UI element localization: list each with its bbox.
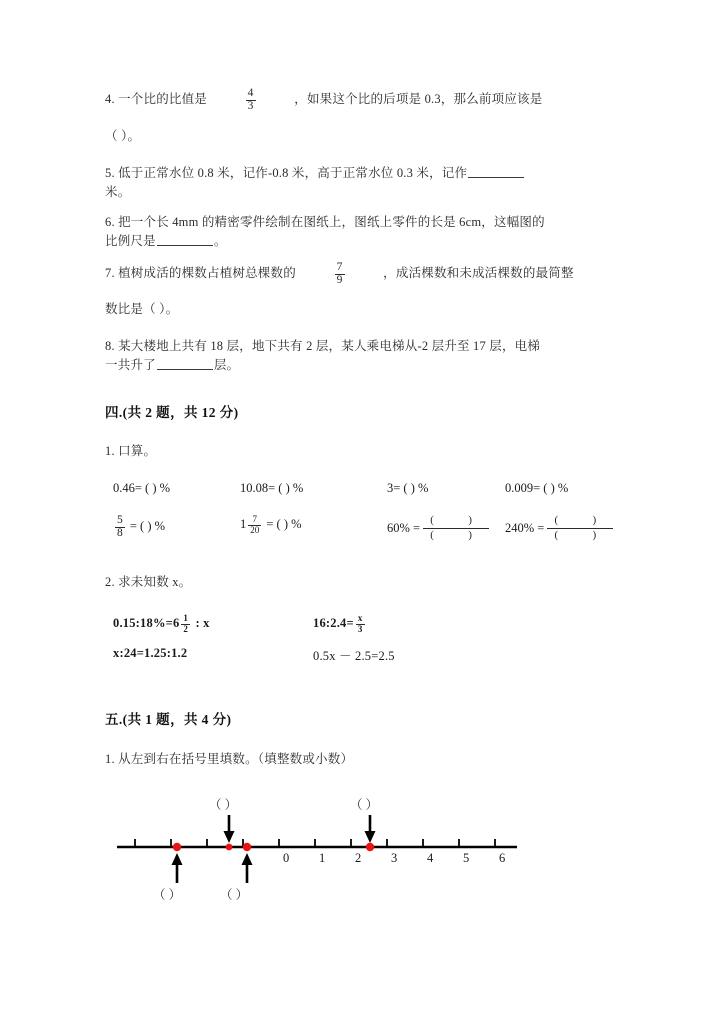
question-7-line-2: 数比是（ ）。 [105,302,179,317]
question-6-line-2 [105,232,621,251]
numberline-label-6: 6 [499,851,506,866]
question-4-mid: ，如果这个比的后项是 0.3，那么前项应该是 [294,91,543,106]
numberline-label-0: 0 [283,851,290,866]
question-4 [105,88,621,113]
question-7-answer-line [105,300,621,319]
question-4-answer-line [105,127,621,146]
oral-item-4[interactable]: 0.009= ( ) % [505,481,569,496]
mixed-whole: 1 [240,517,247,532]
question-6-line-1: 6. 把一个长 4mm 的精密零件绘制在图纸上，图纸上零件的长是 6cm，这幅图的 [105,214,545,229]
fraction-numerator: 5 [117,514,123,527]
section-four-sub1 [105,442,621,461]
numberline-label-2: 2 [355,851,362,866]
oral-calc-row-1 [105,481,621,511]
oral-item-7-prefix: 60% = [387,521,421,536]
oral-calc-row-2 [105,515,621,545]
section-five-heading: 五.(共 1 题，共 4 分) [105,712,232,728]
oral-item-6[interactable] [240,515,302,535]
numberline-arrow-down-1 [224,815,235,843]
fraction-numerator-blank[interactable]: ( ) [423,515,489,529]
fraction-numerator: x [357,613,363,624]
fraction-numerator: 7 [248,515,261,525]
equation-1-pre: 0.15:18%=6 [113,616,180,631]
numberline-svg [105,795,621,915]
question-5-text: 5. 低于正常水位 0.8 米，记作-0.8 米，高于正常水位 0.3 米，记作 [105,165,468,180]
question-5-line-2: 米。 [105,184,131,199]
numberline-point [243,843,251,851]
question-4-line-2: （ ）。 [105,128,141,143]
answer-blank[interactable] [468,166,524,178]
question-7-fraction [335,262,345,287]
question-7-mid: ，成活棵数和未成活棵数的最简整 [383,265,574,280]
worksheet-content [105,88,621,915]
question-8 [105,337,621,375]
equation-2-pre: 16:2.4= [313,616,354,631]
question-5 [105,164,621,202]
answer-blank[interactable] [157,234,213,246]
fraction-denominator: 8 [117,527,123,540]
question-7-lead: 7. 植树成活的棵数占植树总棵数的 [105,265,296,280]
question-5-line-1 [105,164,621,183]
numberline-point [366,843,374,851]
oral-item-8-answer-fraction[interactable] [547,515,613,542]
question-4-lead: 4. 一个比的比值是 [105,91,208,106]
numberline-label-3: 3 [391,851,398,866]
equation-2-fraction [356,614,365,634]
numberline-point [226,844,233,851]
question-6-post: 。 [213,233,227,248]
fraction-denominator-blank[interactable]: ( ) [554,530,613,542]
numberline-label-1: 1 [319,851,326,866]
equations-row-1 [105,614,621,644]
numberline-paren-above-1[interactable]: （ ） [209,798,238,813]
numberline-label-5: 5 [463,851,470,866]
oral-item-2[interactable]: 10.08= ( ) % [240,481,304,496]
section-five-heading-wrap [105,708,621,728]
numberline-point [173,843,181,851]
equation-1-fraction [181,614,190,634]
question-6-pre: 比例尺是 [105,233,156,248]
equation-3[interactable]: x:24=1.25:1.2 [113,646,188,661]
question-8-line-2 [105,356,621,375]
oral-item-7[interactable] [387,515,489,542]
fraction-numerator: 4 [247,87,254,99]
section-four-heading: 四.(共 2 题，共 12 分) [105,405,239,421]
fraction-denominator: 20 [250,524,260,535]
question-8-line-1: 8. 某大楼地上共有 18 层，地下共有 2 层，某人乘电梯从-2 层升至 17 层，电梯 [105,339,541,354]
question-7 [105,262,621,287]
fraction-denominator: 3 [247,99,254,112]
fraction-numerator: 7 [336,260,343,273]
equation-4[interactable]: 0.5x － 2.5=2.5 [313,649,395,664]
solve-x-title: 2. 求未知数 x。 [105,575,192,590]
section-four-sub2 [105,573,621,592]
numberline-arrow-up-2 [242,853,253,883]
question-8-post: 层。 [213,358,240,373]
oral-item-3[interactable]: 3= ( ) % [387,481,429,496]
equation-1-post: : x [192,616,210,631]
oral-item-5-suffix: = ( ) % [129,519,166,534]
numberline-paren-below-1[interactable]: （ ） [153,888,182,903]
question-4-line-1 [105,88,621,113]
numberline-task-title: 1. 从左到右在括号里填数。（填整数或小数） [105,752,354,767]
section-four-heading-wrap [105,401,621,421]
answer-blank[interactable] [157,358,213,370]
oral-item-7-answer-fraction[interactable] [423,515,489,542]
question-8-pre: 一共升了 [105,358,156,373]
question-7-line-1 [105,262,621,287]
fraction-denominator: 2 [183,623,189,634]
oral-item-8[interactable] [505,515,613,542]
fraction-denominator: 3 [357,623,363,634]
number-line-figure [105,795,621,915]
numberline-label-4: 4 [427,851,434,866]
oral-item-8-prefix: 240% = [505,521,545,536]
equation-2[interactable] [313,614,367,634]
oral-item-6-fraction [248,515,261,535]
fraction-numerator-blank[interactable]: ( ) [547,515,613,529]
oral-item-1[interactable]: 0.46= ( ) % [113,481,171,496]
question-4-fraction [246,88,256,113]
numberline-paren-below-2[interactable]: （ ） [220,888,249,903]
oral-calc-title: 1. 口算。 [105,444,157,459]
fraction-numerator: 1 [183,613,189,624]
fraction-denominator: 9 [336,273,343,286]
question-6 [105,213,621,251]
oral-item-6-mixed-number [240,515,263,535]
numberline-arrow-up-1 [172,853,183,883]
numberline-paren-above-2[interactable]: （ ） [350,798,379,813]
equation-1[interactable] [113,614,210,634]
oral-item-6-suffix: = ( ) % [266,517,302,532]
numberline-arrow-down-2 [365,815,376,843]
oral-item-5[interactable] [113,515,165,540]
oral-item-5-fraction [115,515,125,540]
equations-row-2 [105,646,621,676]
fraction-denominator-blank[interactable]: ( ) [430,530,488,542]
section-five-sub1 [105,750,621,769]
